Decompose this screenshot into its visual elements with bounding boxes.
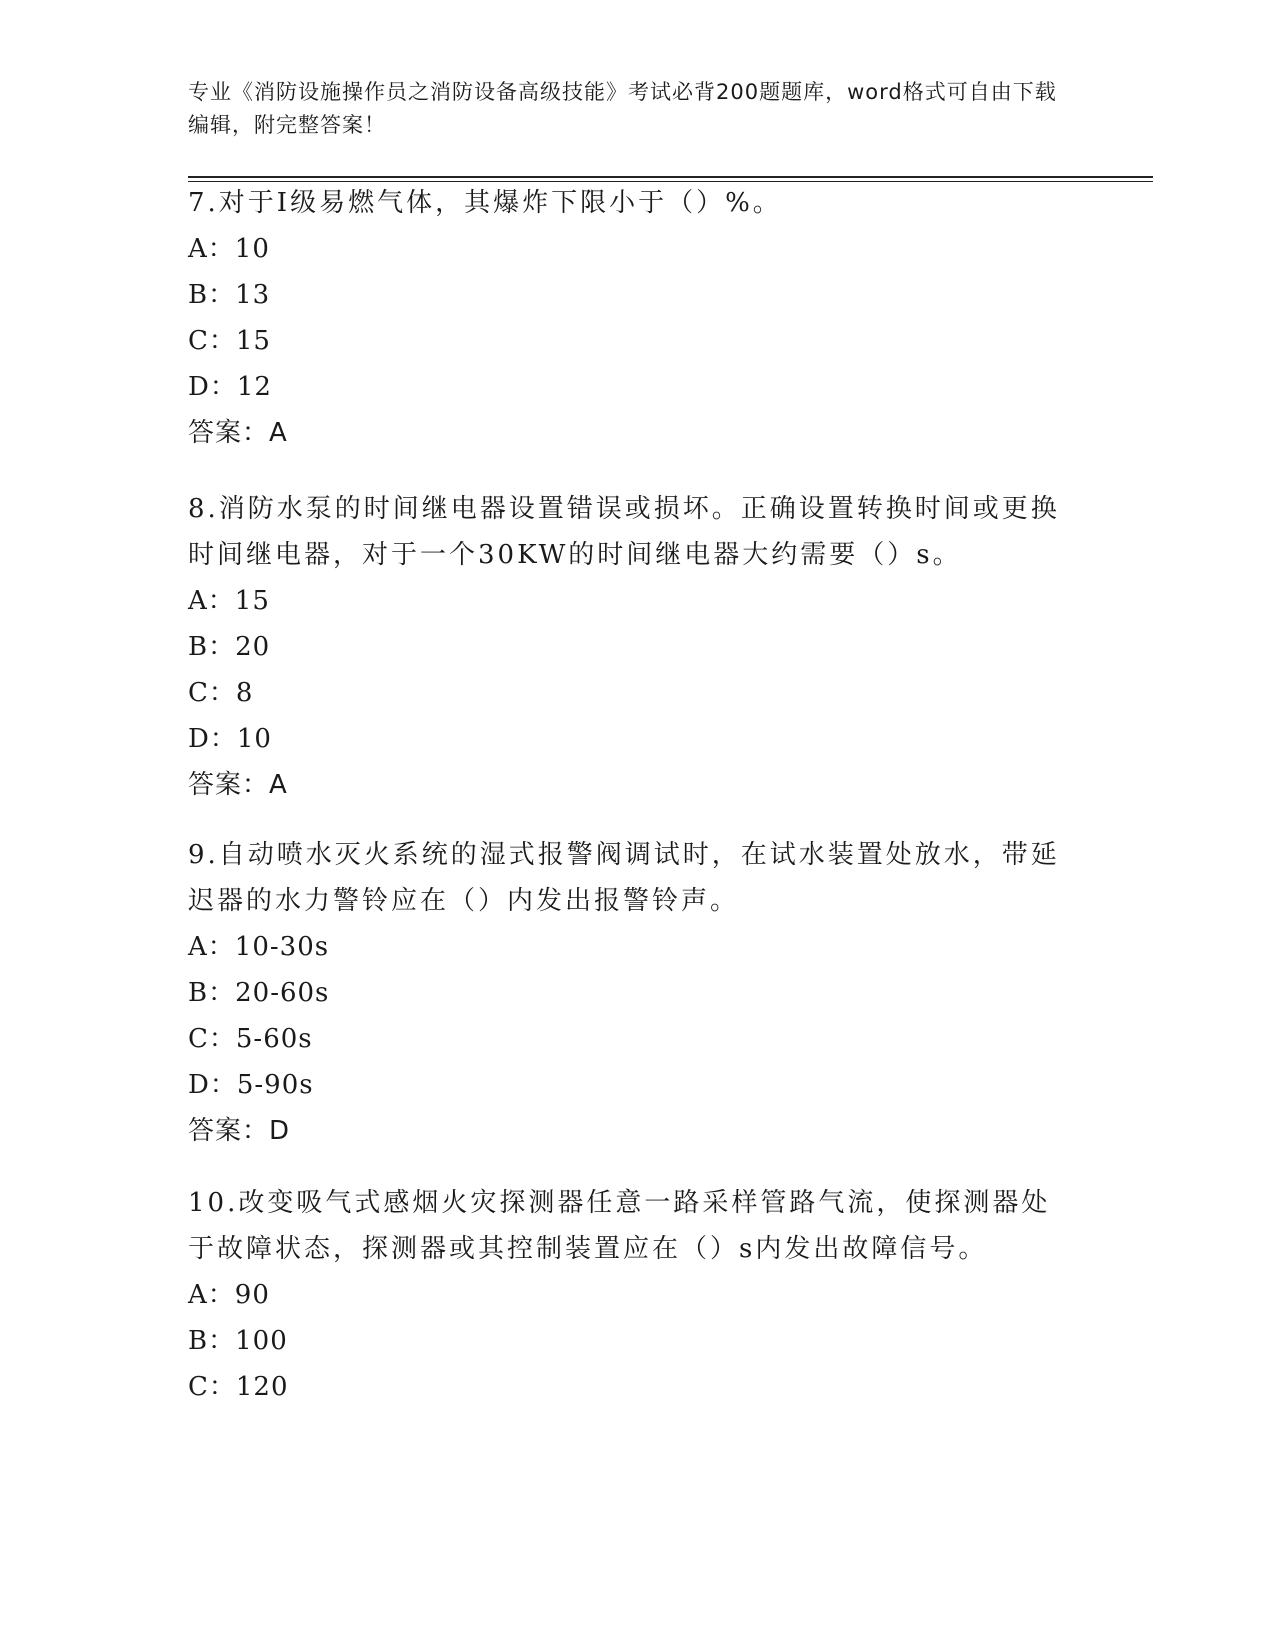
header-divider-thick bbox=[188, 176, 1153, 178]
option-a: A：15 bbox=[188, 586, 270, 616]
option-a: A：90 bbox=[188, 1280, 270, 1310]
option-c: C：8 bbox=[188, 678, 254, 708]
question-stem: 10.改变吸气式感烟火灾探测器任意一路采样管路气流，使探测器处于故障状态，探测器或其控制装置应在（）s内发出故障信号。 bbox=[188, 1188, 1051, 1264]
question-7 bbox=[188, 180, 1068, 456]
question-10 bbox=[188, 1180, 1068, 1410]
option-c: C：15 bbox=[188, 326, 271, 356]
question-stem: 7.对于Ⅰ级易燃气体，其爆炸下限小于（）%。 bbox=[188, 188, 782, 218]
question-8 bbox=[188, 486, 1068, 808]
option-c: C：5-60s bbox=[188, 1024, 313, 1054]
option-b: B：13 bbox=[188, 280, 271, 310]
option-b: B：20 bbox=[188, 632, 271, 662]
answer: 答案：D bbox=[188, 1116, 291, 1146]
answer: 答案：A bbox=[188, 418, 288, 448]
option-b: B：100 bbox=[188, 1326, 288, 1356]
option-b: B：20-60s bbox=[188, 978, 330, 1008]
question-stem: 9.自动喷水灭火系统的湿式报警阀调试时，在试水装置处放水，带延迟器的水力警铃应在（）内发出报警铃声。 bbox=[188, 840, 1060, 916]
option-c: C：120 bbox=[188, 1372, 289, 1402]
document-header: 专业《消防设施操作员之消防设备高级技能》考试必背200题题库，word格式可自由下载编辑，附完整答案！ bbox=[188, 80, 1057, 137]
option-d: D：10 bbox=[188, 724, 272, 754]
option-a: A：10-30s bbox=[188, 932, 330, 962]
option-d: D：12 bbox=[188, 372, 272, 402]
option-a: A：10 bbox=[188, 234, 270, 264]
answer: 答案：A bbox=[188, 770, 288, 800]
question-9 bbox=[188, 832, 1068, 1154]
option-d: D：5-90s bbox=[188, 1070, 314, 1100]
question-stem: 8.消防水泵的时间继电器设置错误或损坏。正确设置转换时间或更换时间继电器，对于一个30KW的时间继电器大约需要（）s。 bbox=[188, 494, 1060, 570]
